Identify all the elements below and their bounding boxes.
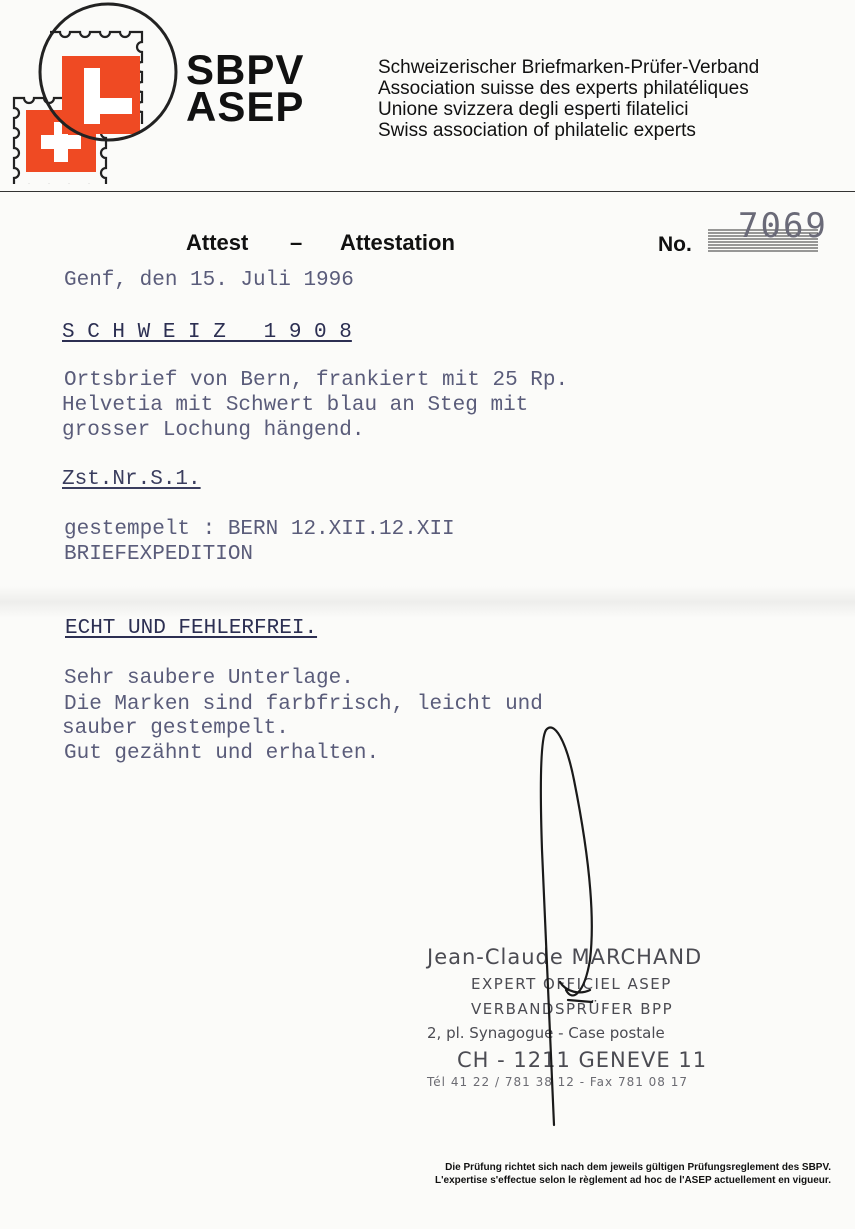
heading-attestation: Attestation xyxy=(340,230,455,255)
signature-icon xyxy=(520,720,610,1130)
footer-line-de: Die Prüfung richtet sich nach dem jeweils gültigen Prüfungsreglement des SBPV. xyxy=(445,1162,831,1173)
subject-line: S C H W E I Z 1 9 0 8 xyxy=(62,321,352,344)
brand-line-sbpv: SBPV xyxy=(186,46,305,93)
remark-line-4: Gut gezähnt und erhalten. xyxy=(64,742,380,765)
footer-note xyxy=(435,1161,831,1187)
cancel-line-2: BRIEFEXPEDITION xyxy=(64,543,254,566)
verdict-line: ECHT UND FEHLERFREI. xyxy=(65,617,318,640)
certificate-number-label: No. xyxy=(658,233,692,256)
paper-fold xyxy=(0,586,855,618)
header-divider xyxy=(0,191,855,192)
remark-line-3: sauber gestempelt. xyxy=(62,717,289,740)
brand-line-asep: ASEP xyxy=(186,83,305,130)
cancel-line-1: gestempelt : BERN 12.XII.12.XII xyxy=(64,518,455,541)
brand-wordmark xyxy=(186,46,305,130)
footer-line-fr: L'expertise s'effectue selon le règlement ad hoc de l'ASEP actuellement en vigueur. xyxy=(435,1175,831,1186)
expert-title-asep: EXPERT OFFICIEL ASEP xyxy=(471,975,672,993)
description-line-3: grosser Lochung hängend. xyxy=(62,419,365,442)
association-name-fr: Association suisse des experts philatéliques xyxy=(378,78,749,99)
remark-line-2: Die Marken sind farbfrisch, leicht und xyxy=(64,693,543,716)
expert-city: CH - 1211 GENEVE 11 xyxy=(457,1048,708,1072)
catalog-number: Zst.Nr.S.1. xyxy=(62,468,201,491)
association-name-de: Schweizerischer Briefmarken-Prüfer-Verband xyxy=(378,57,760,78)
expert-address: 2, pl. Synagogue - Case postale xyxy=(427,1024,665,1042)
association-names xyxy=(378,57,759,141)
expert-name: Jean-Claude MARCHAND xyxy=(427,945,703,969)
heading-dash: – xyxy=(290,230,303,255)
heading-attest: Attest xyxy=(186,230,249,255)
association-name-it: Unione svizzera degli esperti filatelici xyxy=(378,99,689,120)
certificate-number: 7069 xyxy=(738,206,828,246)
remark-line-1: Sehr saubere Unterlage. xyxy=(64,667,354,690)
description-line-1: Ortsbrief von Bern, frankiert mit 25 Rp. xyxy=(64,369,569,392)
association-name-en: Swiss association of philatelic experts xyxy=(378,120,696,141)
description-line-2: Helvetia mit Schwert blau an Steg mit xyxy=(62,394,529,417)
date-line: Genf, den 15. Juli 1996 xyxy=(64,269,354,292)
expert-phone: Tél 41 22 / 781 38 12 - Fax 781 08 17 xyxy=(427,1075,689,1089)
sbpv-stamp-logo-icon xyxy=(10,2,182,184)
expert-title-bpp: VERBANDSPRÜFER BPP xyxy=(471,1000,674,1018)
